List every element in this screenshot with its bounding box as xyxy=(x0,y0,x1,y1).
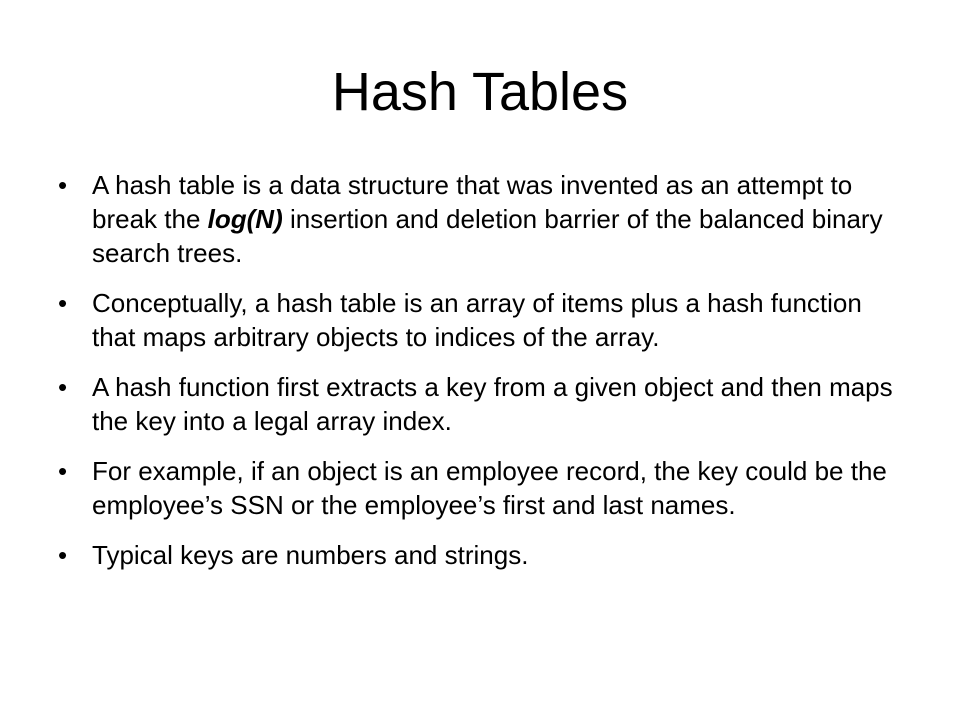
bullet-icon: • xyxy=(58,456,68,486)
bullet-4-text: For example, if an object is an employee record, the key could be the employee’s SSN or the employee’s first and last names. xyxy=(92,456,887,520)
slide-title: Hash Tables xyxy=(331,62,629,122)
bullet-item-4 xyxy=(58,454,908,522)
bullet-2-text: Conceptually, a hash table is an array of items plus a hash function that maps arbitrary objects to indices of the array. xyxy=(92,288,862,352)
bullet-item-5 xyxy=(58,538,908,572)
bullet-item-2 xyxy=(58,286,908,354)
bullet-item-3 xyxy=(58,370,908,438)
bullet-item-1 xyxy=(58,168,908,270)
bullet-icon: • xyxy=(58,540,68,570)
bullet-icon: • xyxy=(58,372,68,402)
bullet-1-text-start: A hash table is a data structure that was invented as an attempt to break the xyxy=(92,170,853,234)
bullet-icon: • xyxy=(58,288,68,318)
bullet-icon: • xyxy=(58,170,68,200)
bullet-list xyxy=(58,168,908,588)
bullet-3-text: A hash function first extracts a key from a given object and then maps the key into a legal array index. xyxy=(92,372,893,436)
bullet-1-emphasis: log(N) xyxy=(207,204,283,234)
bullet-5-text: Typical keys are numbers and strings. xyxy=(92,540,529,570)
bullet-1-text-end: insertion and deletion barrier of the balanced binary search trees. xyxy=(92,204,883,268)
